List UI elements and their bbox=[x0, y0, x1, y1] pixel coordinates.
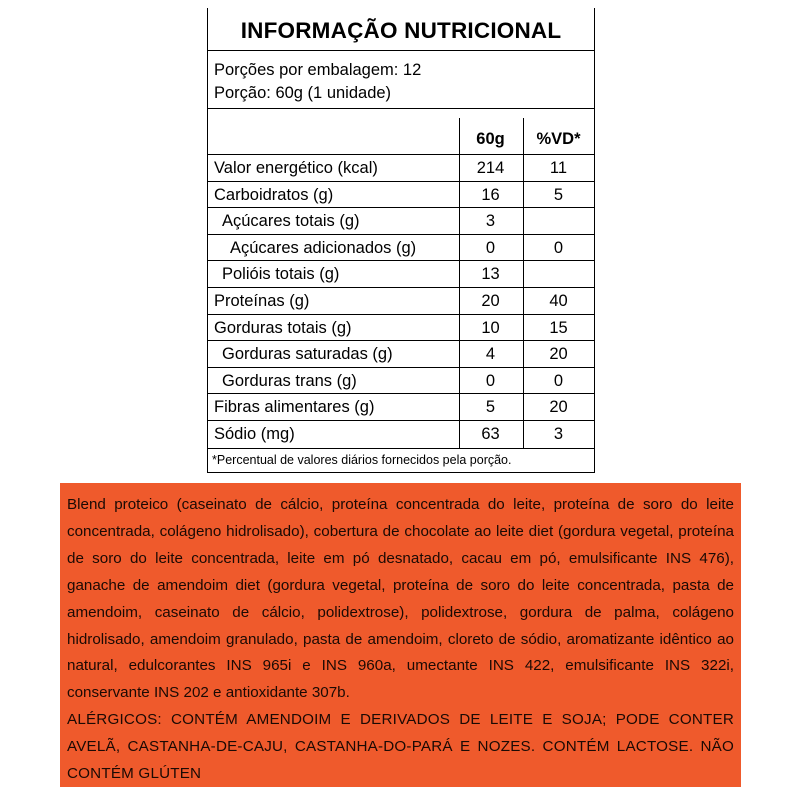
nutrient-row bbox=[208, 261, 594, 288]
ingredients-box bbox=[60, 483, 741, 787]
serving-size: Porção: 60g (1 unidade) bbox=[214, 84, 392, 102]
nutrient-row bbox=[208, 341, 594, 368]
allergens-text: ALÉRGICOS: CONTÉM AMENDOIM E DERIVADOS DE LEITE E SOJA; PODE CONTER AVELÃ, CASTANHA-DE-CAJU, CASTANHA-DO-PARÁ E NOZES. CONTÉM LACTOSE. NÃO CONTÉM GLÚTEN bbox=[67, 711, 734, 783]
nutrient-dv: 11 bbox=[549, 159, 568, 177]
nutrient-dv: 20 bbox=[549, 398, 568, 417]
nutrition-facts-panel bbox=[207, 8, 595, 473]
nutrient-amount: 3 bbox=[485, 212, 496, 231]
servings-per-package: Porções por embalagem: 12 bbox=[214, 61, 422, 79]
nutrient-amount: 214 bbox=[476, 159, 505, 177]
nutrient-name: Gorduras trans (g) bbox=[222, 371, 357, 390]
nutrient-amount: 5 bbox=[485, 398, 496, 417]
nutrient-dv: 5 bbox=[553, 185, 564, 204]
nutrient-dv: 20 bbox=[549, 345, 568, 364]
nutrient-name: Valor energético (kcal) bbox=[214, 159, 378, 177]
column-header-dv: %VD* bbox=[536, 130, 581, 148]
footnote: *Percentual de valores diários fornecidos pela porção. bbox=[212, 453, 512, 467]
nutrient-row bbox=[208, 368, 594, 395]
nutrient-name: Gorduras totais (g) bbox=[214, 318, 352, 337]
nutrient-dv: 0 bbox=[553, 238, 564, 257]
nutrient-amount: 63 bbox=[481, 425, 500, 443]
nutrient-row bbox=[208, 235, 594, 262]
nutrient-row bbox=[208, 315, 594, 342]
divider bbox=[208, 108, 594, 109]
nutrient-row bbox=[208, 421, 594, 448]
nutrient-name: Fibras alimentares (g) bbox=[214, 398, 375, 417]
divider bbox=[208, 448, 594, 449]
nutrient-row bbox=[208, 182, 594, 209]
nutrient-name: Polióis totais (g) bbox=[222, 265, 340, 284]
divider bbox=[208, 472, 594, 473]
column-header-amount: 60g bbox=[476, 130, 505, 148]
nutrient-dv: 0 bbox=[553, 371, 564, 390]
ingredients-text: Blend proteico (caseinato de cálcio, proteína concentrada do leite, proteína de soro do leite concentrada, colágeno hidrolisado), cobertura de chocolate ao leite diet (gordura vegetal, proteína de soro do leite concentrada, leite em pó desnatado, cacau em pó, emulsificante INS 476), ganache de amendoim diet (gordura vegetal, proteína de soro do leite concentrada, pasta de amendoim, caseinato de cálcio, polidextrose), polidextrose, gordura de palma, colágeno hidrolisado, amendoim granulado, pasta de amendoim, cloreto de sódio, aromatizante idêntico ao natural, edulcorantes INS 965i e INS 960a, umectante INS 422, emulsificante INS 322i, conservante INS 202 e antioxidante 307b. bbox=[67, 496, 734, 702]
nutrient-row bbox=[208, 394, 594, 421]
nutrient-amount: 13 bbox=[481, 265, 500, 284]
nutrient-amount: 16 bbox=[481, 185, 500, 204]
nutrition-title: INFORMAÇÃO NUTRICIONAL bbox=[240, 18, 562, 43]
nutrient-dv: 3 bbox=[553, 425, 564, 443]
nutrient-name: Sódio (mg) bbox=[214, 425, 295, 443]
nutrient-amount: 20 bbox=[481, 292, 500, 310]
nutrient-dv: 40 bbox=[549, 292, 568, 310]
nutrient-name: Açúcares totais (g) bbox=[222, 212, 360, 231]
nutrient-name: Gorduras saturadas (g) bbox=[222, 345, 393, 364]
nutrient-amount: 10 bbox=[481, 318, 500, 337]
nutrient-amount: 4 bbox=[485, 345, 496, 364]
nutrient-name: Proteínas (g) bbox=[214, 292, 310, 310]
divider bbox=[208, 50, 594, 51]
nutrient-dv: 15 bbox=[549, 318, 568, 337]
nutrient-row bbox=[208, 288, 594, 315]
nutrient-name: Carboidratos (g) bbox=[214, 185, 334, 204]
nutrient-amount: 0 bbox=[485, 371, 496, 390]
nutrient-row bbox=[208, 208, 594, 235]
nutrient-name: Açúcares adicionados (g) bbox=[230, 238, 417, 257]
nutrient-row bbox=[208, 155, 594, 182]
nutrient-amount: 0 bbox=[485, 238, 496, 257]
